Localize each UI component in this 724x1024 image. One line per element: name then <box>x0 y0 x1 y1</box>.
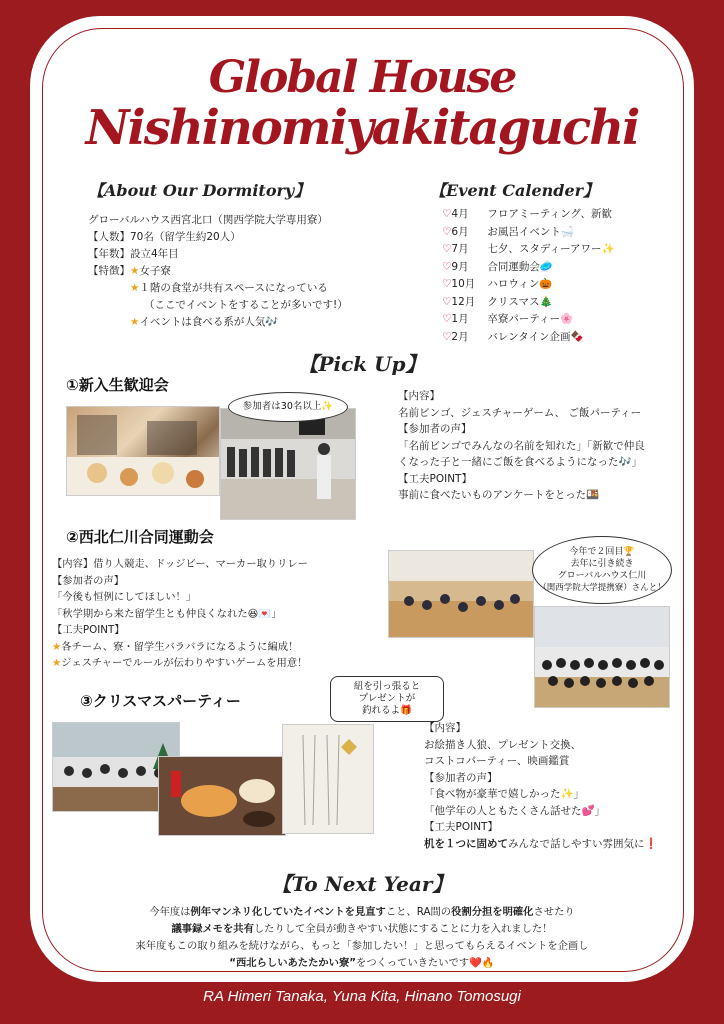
star-icon: ★ <box>130 265 140 277</box>
xmas-bubble-3: 釣れるよ🎁 <box>362 705 412 716</box>
star-icon: ★ <box>130 316 140 328</box>
welcome-voice-label: 【参加者の声】 <box>398 423 472 435</box>
sports-title: ②西北仁川合同運動会 <box>66 528 214 546</box>
xmas-food-illustration <box>159 757 285 835</box>
calendar-item: ♡9月 合同運動会🥏 <box>442 260 553 273</box>
welcome-point-label: 【工夫POINT】 <box>398 472 472 485</box>
sports-point-1: 各チーム、寮・留学生バラバラになるように編成！ <box>61 640 299 653</box>
calendar-item: ♡1月 卒寮パーティー🌸 <box>442 313 574 325</box>
star-icon: ★ <box>130 282 140 294</box>
feature-1: 女子寮 <box>139 265 171 277</box>
about-text <box>88 212 348 331</box>
welcome-bubble: 参加者は30名以上✨ <box>228 392 348 422</box>
dorm-capacity: 【人数】70名（留学生約20人） <box>88 231 241 243</box>
xmas-bubble-2: プレゼントが <box>358 693 416 704</box>
welcome-content: 名前ビンゴ、ジェスチャーゲーム、 ご飯パーティー <box>398 406 642 419</box>
sports-bubble-4: （関西学院大学提携寮）さんと！ <box>538 583 666 593</box>
star-icon: ★ <box>52 657 62 669</box>
welcome-voice-2: くなった子と一緒にご飯を食べるようになった🎶」 <box>398 456 643 468</box>
xmas-voice-2: 「他学年の人ともたくさん話せた💕」 <box>424 804 606 817</box>
calendar-list <box>442 206 615 346</box>
heart-icon: ♡ <box>442 208 452 220</box>
heart-icon: ♡ <box>442 295 452 308</box>
features-label: 【特徴】 <box>88 265 130 277</box>
group-photo-illustration <box>535 607 669 707</box>
sports-photo-gym <box>388 550 534 638</box>
welcome-photo-gesture <box>220 408 356 520</box>
heart-icon: ♡ <box>442 330 452 343</box>
xmas-voice-1: 「食べ物が豪華で嬉しかった✨」 <box>424 788 585 800</box>
heart-icon: ♡ <box>442 313 452 325</box>
welcome-title: ①新入生歓迎会 <box>66 376 169 394</box>
next-heading: 【To Next Year】 <box>271 872 453 896</box>
sports-point-label: 【工夫POINT】 <box>52 624 125 636</box>
pickup-heading: 【Pick Up】 <box>298 352 426 376</box>
xmas-voice-label: 【参加者の声】 <box>424 771 498 784</box>
xmas-title: ③クリスマスパーティー <box>80 692 241 710</box>
star-icon: ★ <box>52 640 62 653</box>
gesture-game-illustration <box>221 409 355 519</box>
sports-voice-2: 「秋学期から来た留学生とも仲良くなれた😆💌」 <box>52 607 282 620</box>
heart-icon: ♡ <box>442 225 452 238</box>
calendar-item: ♡2月 バレンタイン企画🍫 <box>442 330 584 343</box>
dorm-years: 【年数】設立4年目 <box>88 248 179 260</box>
dorm-name: グローバルハウス西宮北口（関西学院大学専用寮） <box>88 214 328 226</box>
calendar-item: ♡4月 フロアミーティング、新歓 <box>442 208 612 220</box>
welcome-point: 事前に食べたいものアンケートをとった🍱 <box>398 489 600 501</box>
present-strings-illustration <box>283 725 373 833</box>
sports-voice-label: 【参加者の声】 <box>52 574 125 587</box>
sports-text <box>52 556 308 672</box>
xmas-photo-strings <box>282 724 374 834</box>
heart-icon: ♡ <box>442 243 452 255</box>
calendar-item: ♡10月 ハロウィン🎃 <box>442 278 553 290</box>
feature-2-note: （ここでイベントをすることが多いです!） <box>144 299 348 311</box>
xmas-text <box>424 720 658 852</box>
calendar-heading: 【Event Calender】 <box>430 181 600 200</box>
feature-2: １階の食堂が共有スペースになっている <box>139 282 328 294</box>
sports-bubble-1: 今年で２回目🏆 <box>569 547 635 557</box>
sports-bubble-3: グローバルハウス仁川 <box>557 571 647 581</box>
sports-bubble-2: 去年に引き続き <box>570 559 634 569</box>
sports-content: 【内容】借り人競走、ドッジビー、マーカー取りリレー <box>52 558 308 570</box>
gym-illustration <box>389 551 533 637</box>
xmas-point-bold: 机を１つに固めて <box>424 837 508 850</box>
sports-photo-group <box>534 606 670 708</box>
about-heading: 【About Our Dormitory】 <box>88 181 311 200</box>
welcome-photo-food <box>66 406 220 496</box>
welcome-content-label: 【内容】 <box>398 390 440 402</box>
xmas-bubble-1: 紐を引っ張ると <box>353 681 421 692</box>
calendar-item: ♡6月 お風呂イベント🛁 <box>442 225 574 238</box>
welcome-voice-1: 「名前ビンゴでみんなの名前を知れた」「新歓で仲良 <box>398 439 645 452</box>
title-line1: Global House <box>208 52 516 103</box>
footer-credits: RA Himeri Tanaka, Yuna Kita, Hinano Tomosugi <box>203 988 521 1005</box>
xmas-point-label: 【工夫POINT】 <box>424 821 498 833</box>
welcome-text <box>398 388 645 504</box>
food-table-illustration <box>67 407 219 495</box>
title-line2: Nishinomiyakitaguchi <box>85 100 639 156</box>
heart-icon: ♡ <box>442 278 452 290</box>
next-text: 今年度は例年マンネリ化していたイベントを見直すこと、RA間の役割分担を明確化させたり 議事録メモを共有したりして全員が動きやすい状態にすることに力を入れました！ 来年度もこの取り組みを続けながら、もっと「参加したい！」と思ってもらえるイベントを企画し “西北らしいあたたかい寮”をつくっていきたいです❤️🔥 <box>0 904 724 972</box>
sports-point-2: ジェスチャーでルールが伝わりやすいゲームを用意！ <box>61 657 308 669</box>
xmas-content-label: 【内容】 <box>424 722 466 734</box>
xmas-bubble <box>330 676 444 722</box>
xmas-point-rest: みんなで話しやすい雰囲気に❗ <box>508 837 658 850</box>
calendar-item: ♡12月 クリスマス🎄 <box>442 295 553 308</box>
sports-bubble <box>532 536 672 604</box>
xmas-content-1: お絵描き人狼、プレゼント交換、 <box>424 738 582 751</box>
xmas-content-2: コストコパーティー、映画鑑賞 <box>424 755 570 767</box>
next-line-3: 来年度もこの取り組みを続けながら、もっと「参加したい！」と思ってもらえるイベントを企画し <box>135 940 589 952</box>
calendar-item: ♡7月 七夕、スタディーアワー✨ <box>442 243 615 255</box>
sports-voice-1: 「今後も恒例にしてほしい！」 <box>52 591 197 603</box>
heart-icon: ♡ <box>442 260 452 273</box>
feature-3: イベントは食べる系が人気🎶 <box>139 316 279 328</box>
xmas-photo-food <box>158 756 286 836</box>
